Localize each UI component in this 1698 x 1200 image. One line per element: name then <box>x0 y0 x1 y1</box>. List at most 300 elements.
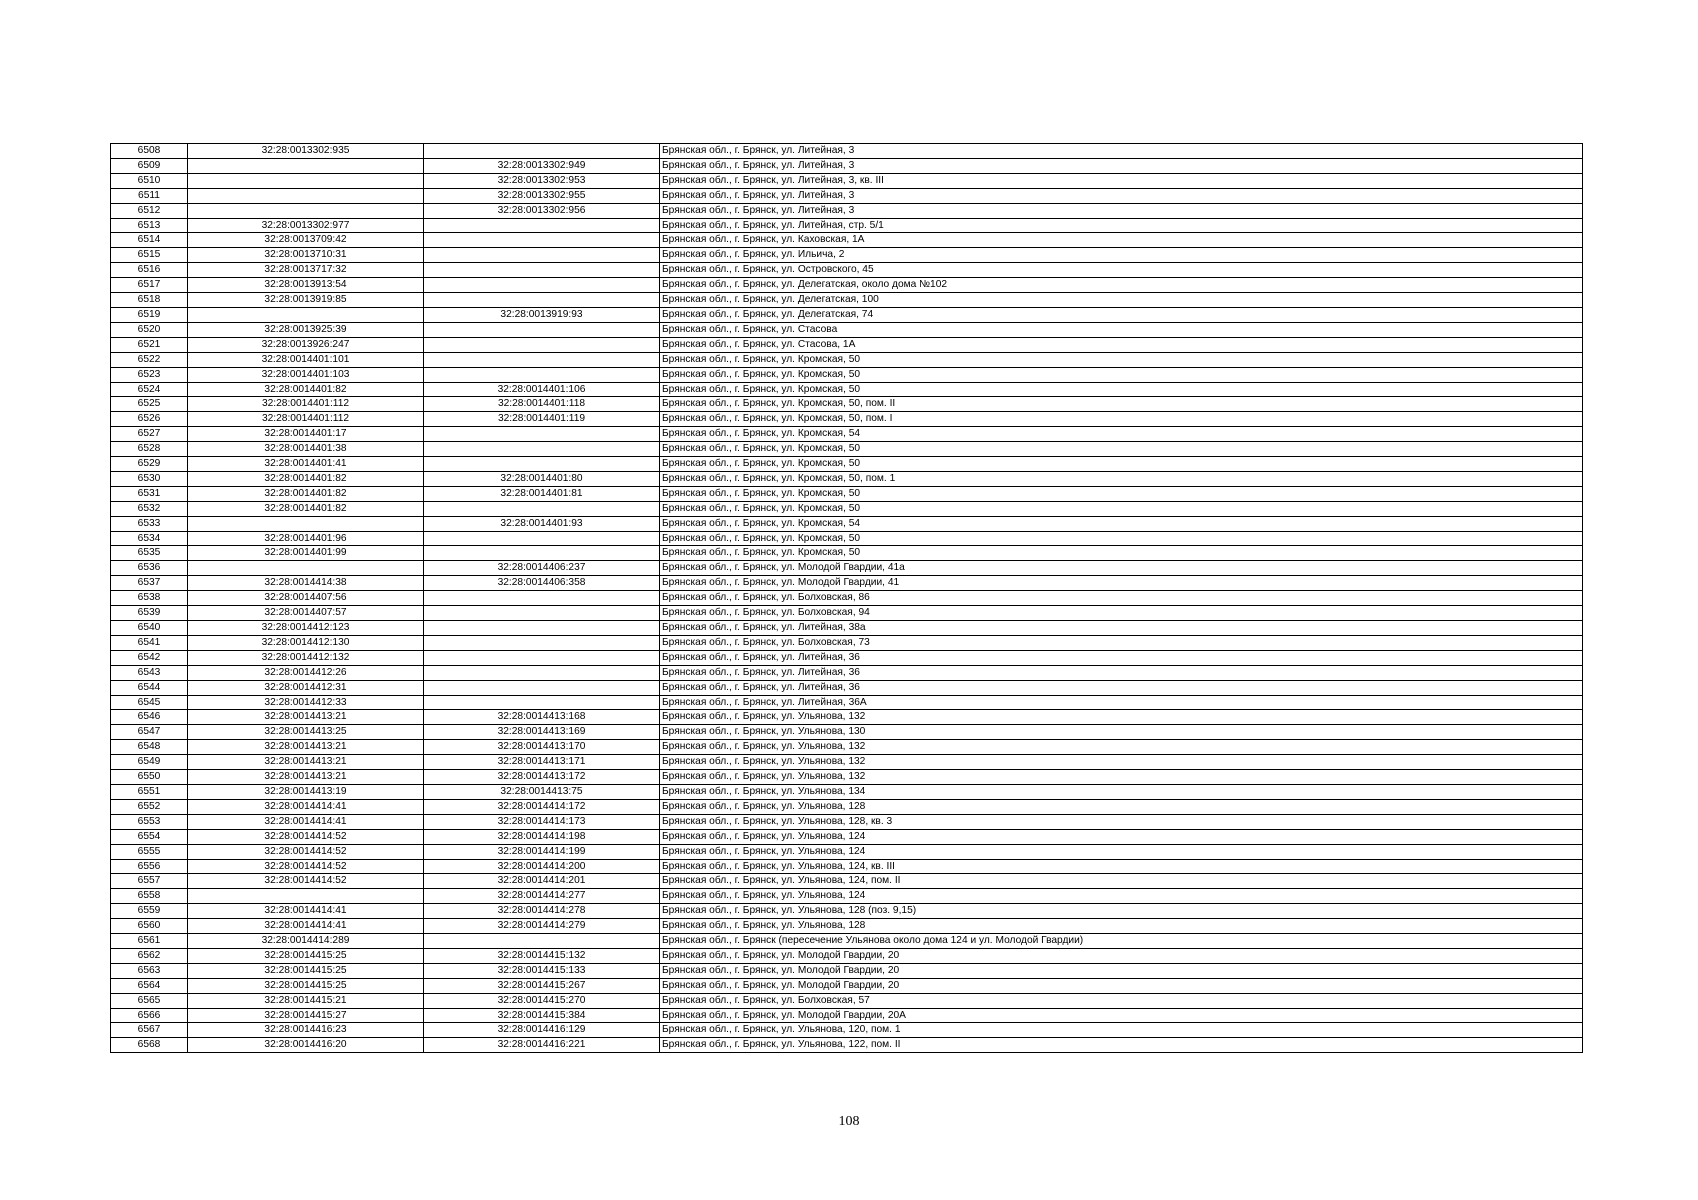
table-row <box>111 725 1583 740</box>
table-row <box>111 635 1583 650</box>
parcel-cadastral-cell: 32:28:0014401:103 <box>188 367 424 382</box>
parcel-cadastral-cell: 32:28:0013709:42 <box>188 233 424 248</box>
row-number-cell: 6512 <box>111 203 188 218</box>
row-number-cell: 6516 <box>111 263 188 278</box>
row-number-cell: 6550 <box>111 770 188 785</box>
row-number-cell: 6556 <box>111 859 188 874</box>
row-number-cell: 6517 <box>111 278 188 293</box>
object-cadastral-cell <box>424 621 660 636</box>
table-row <box>111 471 1583 486</box>
table-row <box>111 963 1583 978</box>
parcel-cadastral-cell: 32:28:0013717:32 <box>188 263 424 278</box>
row-number-cell: 6529 <box>111 457 188 472</box>
table-row <box>111 770 1583 785</box>
object-cadastral-cell: 32:28:0014413:169 <box>424 725 660 740</box>
parcel-cadastral-cell: 32:28:0014414:52 <box>188 874 424 889</box>
object-cadastral-cell <box>424 695 660 710</box>
parcel-cadastral-cell: 32:28:0014414:289 <box>188 934 424 949</box>
address-cell: Брянская обл., г. Брянск, ул. Болховская, 86 <box>660 591 1583 606</box>
object-cadastral-cell: 32:28:0014414:279 <box>424 919 660 934</box>
row-number-cell: 6513 <box>111 218 188 233</box>
address-cell: Брянская обл., г. Брянск, ул. Кромская, 50 <box>660 501 1583 516</box>
table-row <box>111 173 1583 188</box>
address-cell: Брянская обл., г. Брянск, ул. Делегатская, около дома №102 <box>660 278 1583 293</box>
parcel-cadastral-cell: 32:28:0014412:31 <box>188 680 424 695</box>
address-cell: Брянская обл., г. Брянск, ул. Ульянова, 134 <box>660 784 1583 799</box>
address-cell: Брянская обл., г. Брянск, ул. Молодой Гвардии, 20 <box>660 948 1583 963</box>
address-cell: Брянская обл., г. Брянск, ул. Стасова, 1А <box>660 337 1583 352</box>
address-cell: Брянская обл., г. Брянск, ул. Кромская, 50 <box>660 486 1583 501</box>
table-row <box>111 516 1583 531</box>
table-row <box>111 576 1583 591</box>
object-cadastral-cell: 32:28:0014414:277 <box>424 889 660 904</box>
row-number-cell: 6546 <box>111 710 188 725</box>
parcel-cadastral-cell <box>188 188 424 203</box>
address-cell: Брянская обл., г. Брянск, ул. Ульянова, 120, пом. 1 <box>660 1023 1583 1038</box>
address-cell: Брянская обл., г. Брянск, ул. Болховская, 57 <box>660 993 1583 1008</box>
table-row <box>111 755 1583 770</box>
address-cell: Брянская обл., г. Брянск, ул. Ульянова, 132 <box>660 755 1583 770</box>
address-cell: Брянская обл., г. Брянск, ул. Кромская, 50, пом. I <box>660 412 1583 427</box>
address-cell: Брянская обл., г. Брянск, ул. Болховская, 94 <box>660 606 1583 621</box>
table-row <box>111 695 1583 710</box>
object-cadastral-cell <box>424 546 660 561</box>
parcel-cadastral-cell: 32:28:0014413:21 <box>188 710 424 725</box>
object-cadastral-cell: 32:28:0014401:106 <box>424 382 660 397</box>
address-cell: Брянская обл., г. Брянск, ул. Кромская, 50, пом. 1 <box>660 471 1583 486</box>
address-cell: Брянская обл., г. Брянск, ул. Литейная, 38а <box>660 621 1583 636</box>
address-cell: Брянская обл., г. Брянск, ул. Болховская, 73 <box>660 635 1583 650</box>
row-number-cell: 6511 <box>111 188 188 203</box>
parcel-cadastral-cell: 32:28:0014415:25 <box>188 978 424 993</box>
parcel-cadastral-cell <box>188 516 424 531</box>
registry-table <box>110 143 1583 1053</box>
table-row <box>111 621 1583 636</box>
table-row <box>111 158 1583 173</box>
parcel-cadastral-cell: 32:28:0014416:20 <box>188 1038 424 1053</box>
parcel-cadastral-cell: 32:28:0013302:977 <box>188 218 424 233</box>
address-cell: Брянская обл., г. Брянск, ул. Кромская, 50 <box>660 531 1583 546</box>
object-cadastral-cell: 32:28:0014401:81 <box>424 486 660 501</box>
table-row <box>111 874 1583 889</box>
table-row <box>111 948 1583 963</box>
row-number-cell: 6509 <box>111 158 188 173</box>
row-number-cell: 6520 <box>111 322 188 337</box>
address-cell: Брянская обл., г. Брянск, ул. Делегатская, 100 <box>660 293 1583 308</box>
address-cell: Брянская обл., г. Брянск, ул. Молодой Гвардии, 20 <box>660 978 1583 993</box>
address-cell: Брянская обл., г. Брянск, ул. Литейная, стр. 5/1 <box>660 218 1583 233</box>
parcel-cadastral-cell: 32:28:0014412:132 <box>188 650 424 665</box>
object-cadastral-cell: 32:28:0014416:221 <box>424 1038 660 1053</box>
row-number-cell: 6534 <box>111 531 188 546</box>
parcel-cadastral-cell: 32:28:0013926:247 <box>188 337 424 352</box>
row-number-cell: 6566 <box>111 1008 188 1023</box>
address-cell: Брянская обл., г. Брянск, ул. Кромская, 54 <box>660 516 1583 531</box>
object-cadastral-cell <box>424 218 660 233</box>
address-cell: Брянская обл., г. Брянск, ул. Ульянова, 128 (поз. 9,15) <box>660 904 1583 919</box>
table-row <box>111 680 1583 695</box>
row-number-cell: 6522 <box>111 352 188 367</box>
table-row <box>111 740 1583 755</box>
row-number-cell: 6557 <box>111 874 188 889</box>
address-cell: Брянская обл., г. Брянск, ул. Ульянова, 132 <box>660 770 1583 785</box>
address-cell: Брянская обл., г. Брянск, ул. Ульянова, 124 <box>660 844 1583 859</box>
parcel-cadastral-cell: 32:28:0014414:52 <box>188 844 424 859</box>
parcel-cadastral-cell: 32:28:0014401:112 <box>188 412 424 427</box>
row-number-cell: 6537 <box>111 576 188 591</box>
row-number-cell: 6531 <box>111 486 188 501</box>
object-cadastral-cell <box>424 337 660 352</box>
address-cell: Брянская обл., г. Брянск, ул. Ульянова, 132 <box>660 740 1583 755</box>
address-cell: Брянская обл., г. Брянск (пересечение Ульянова около дома 124 и ул. Молодой Гвардии) <box>660 934 1583 949</box>
table-row <box>111 457 1583 472</box>
table-row <box>111 188 1583 203</box>
table-row <box>111 844 1583 859</box>
address-cell: Брянская обл., г. Брянск, ул. Молодой Гвардии, 41 <box>660 576 1583 591</box>
object-cadastral-cell <box>424 680 660 695</box>
row-number-cell: 6558 <box>111 889 188 904</box>
parcel-cadastral-cell: 32:28:0014415:25 <box>188 963 424 978</box>
table-row <box>111 248 1583 263</box>
object-cadastral-cell <box>424 665 660 680</box>
table-row <box>111 144 1583 159</box>
row-number-cell: 6538 <box>111 591 188 606</box>
row-number-cell: 6559 <box>111 904 188 919</box>
address-cell: Брянская обл., г. Брянск, ул. Кромская, 50 <box>660 546 1583 561</box>
row-number-cell: 6521 <box>111 337 188 352</box>
address-cell: Брянская обл., г. Брянск, ул. Ульянова, 124 <box>660 889 1583 904</box>
object-cadastral-cell: 32:28:0014413:168 <box>424 710 660 725</box>
address-cell: Брянская обл., г. Брянск, ул. Кромская, 50 <box>660 382 1583 397</box>
object-cadastral-cell <box>424 442 660 457</box>
row-number-cell: 6514 <box>111 233 188 248</box>
table-row <box>111 307 1583 322</box>
table-row <box>111 561 1583 576</box>
table-row <box>111 531 1583 546</box>
object-cadastral-cell <box>424 591 660 606</box>
address-cell: Брянская обл., г. Брянск, ул. Литейная, 3 <box>660 158 1583 173</box>
row-number-cell: 6565 <box>111 993 188 1008</box>
parcel-cadastral-cell: 32:28:0014401:41 <box>188 457 424 472</box>
address-cell: Брянская обл., г. Брянск, ул. Молодой Гвардии, 41а <box>660 561 1583 576</box>
table-row <box>111 665 1583 680</box>
table-row <box>111 859 1583 874</box>
row-number-cell: 6518 <box>111 293 188 308</box>
object-cadastral-cell <box>424 144 660 159</box>
address-cell: Брянская обл., г. Брянск, ул. Островского, 45 <box>660 263 1583 278</box>
row-number-cell: 6508 <box>111 144 188 159</box>
table-row <box>111 591 1583 606</box>
row-number-cell: 6548 <box>111 740 188 755</box>
parcel-cadastral-cell: 32:28:0014401:82 <box>188 501 424 516</box>
row-number-cell: 6563 <box>111 963 188 978</box>
address-cell: Брянская обл., г. Брянск, ул. Литейная, 36А <box>660 695 1583 710</box>
object-cadastral-cell <box>424 501 660 516</box>
parcel-cadastral-cell: 32:28:0014401:112 <box>188 397 424 412</box>
table-row <box>111 278 1583 293</box>
address-cell: Брянская обл., г. Брянск, ул. Ильича, 2 <box>660 248 1583 263</box>
parcel-cadastral-cell: 32:28:0014415:25 <box>188 948 424 963</box>
address-cell: Брянская обл., г. Брянск, ул. Молодой Гвардии, 20 <box>660 963 1583 978</box>
table-row <box>111 904 1583 919</box>
parcel-cadastral-cell: 32:28:0014415:21 <box>188 993 424 1008</box>
parcel-cadastral-cell: 32:28:0014401:38 <box>188 442 424 457</box>
object-cadastral-cell <box>424 322 660 337</box>
row-number-cell: 6555 <box>111 844 188 859</box>
address-cell: Брянская обл., г. Брянск, ул. Ульянова, 128 <box>660 799 1583 814</box>
table-row <box>111 233 1583 248</box>
object-cadastral-cell: 32:28:0013302:956 <box>424 203 660 218</box>
row-number-cell: 6532 <box>111 501 188 516</box>
table-row <box>111 367 1583 382</box>
object-cadastral-cell <box>424 427 660 442</box>
object-cadastral-cell: 32:28:0014415:132 <box>424 948 660 963</box>
table-row <box>111 382 1583 397</box>
table-row <box>111 934 1583 949</box>
table-row <box>111 546 1583 561</box>
object-cadastral-cell: 32:28:0014413:172 <box>424 770 660 785</box>
object-cadastral-cell: 32:28:0014401:118 <box>424 397 660 412</box>
object-cadastral-cell <box>424 367 660 382</box>
table-row <box>111 322 1583 337</box>
address-cell: Брянская обл., г. Брянск, ул. Ульянова, 124 <box>660 829 1583 844</box>
table-row <box>111 412 1583 427</box>
table-row <box>111 263 1583 278</box>
object-cadastral-cell: 32:28:0014414:173 <box>424 814 660 829</box>
row-number-cell: 6547 <box>111 725 188 740</box>
table-row <box>111 919 1583 934</box>
parcel-cadastral-cell <box>188 203 424 218</box>
parcel-cadastral-cell: 32:28:0014413:19 <box>188 784 424 799</box>
parcel-cadastral-cell: 32:28:0014415:27 <box>188 1008 424 1023</box>
object-cadastral-cell: 32:28:0014416:129 <box>424 1023 660 1038</box>
row-number-cell: 6551 <box>111 784 188 799</box>
row-number-cell: 6515 <box>111 248 188 263</box>
address-cell: Брянская обл., г. Брянск, ул. Кромская, 50 <box>660 352 1583 367</box>
table-row <box>111 1038 1583 1053</box>
object-cadastral-cell: 32:28:0014414:201 <box>424 874 660 889</box>
row-number-cell: 6528 <box>111 442 188 457</box>
object-cadastral-cell: 32:28:0014415:384 <box>424 1008 660 1023</box>
object-cadastral-cell: 32:28:0014414:198 <box>424 829 660 844</box>
row-number-cell: 6540 <box>111 621 188 636</box>
object-cadastral-cell: 32:28:0014413:171 <box>424 755 660 770</box>
row-number-cell: 6539 <box>111 606 188 621</box>
object-cadastral-cell: 32:28:0014413:75 <box>424 784 660 799</box>
parcel-cadastral-cell: 32:28:0013925:39 <box>188 322 424 337</box>
row-number-cell: 6523 <box>111 367 188 382</box>
parcel-cadastral-cell: 32:28:0014414:38 <box>188 576 424 591</box>
parcel-cadastral-cell: 32:28:0013913:54 <box>188 278 424 293</box>
table-row <box>111 814 1583 829</box>
parcel-cadastral-cell: 32:28:0014414:41 <box>188 904 424 919</box>
row-number-cell: 6545 <box>111 695 188 710</box>
parcel-cadastral-cell: 32:28:0014407:57 <box>188 606 424 621</box>
object-cadastral-cell: 32:28:0014406:237 <box>424 561 660 576</box>
parcel-cadastral-cell: 32:28:0014412:130 <box>188 635 424 650</box>
object-cadastral-cell <box>424 650 660 665</box>
object-cadastral-cell <box>424 278 660 293</box>
address-cell: Брянская обл., г. Брянск, ул. Кромская, 54 <box>660 427 1583 442</box>
table-row <box>111 203 1583 218</box>
registry-table-body <box>111 144 1583 1053</box>
row-number-cell: 6536 <box>111 561 188 576</box>
object-cadastral-cell: 32:28:0014415:270 <box>424 993 660 1008</box>
parcel-cadastral-cell: 32:28:0014401:99 <box>188 546 424 561</box>
parcel-cadastral-cell: 32:28:0013919:85 <box>188 293 424 308</box>
address-cell: Брянская обл., г. Брянск, ул. Литейная, 36 <box>660 665 1583 680</box>
object-cadastral-cell: 32:28:0014401:93 <box>424 516 660 531</box>
address-cell: Брянская обл., г. Брянск, ул. Ульянова, 130 <box>660 725 1583 740</box>
row-number-cell: 6524 <box>111 382 188 397</box>
parcel-cadastral-cell: 32:28:0014413:25 <box>188 725 424 740</box>
object-cadastral-cell: 32:28:0013302:955 <box>424 188 660 203</box>
object-cadastral-cell: 32:28:0013302:953 <box>424 173 660 188</box>
object-cadastral-cell: 32:28:0013302:949 <box>424 158 660 173</box>
object-cadastral-cell <box>424 934 660 949</box>
object-cadastral-cell: 32:28:0014414:200 <box>424 859 660 874</box>
parcel-cadastral-cell: 32:28:0014414:52 <box>188 829 424 844</box>
address-cell: Брянская обл., г. Брянск, ул. Кромская, 50, пом. II <box>660 397 1583 412</box>
parcel-cadastral-cell: 32:28:0014413:21 <box>188 770 424 785</box>
row-number-cell: 6530 <box>111 471 188 486</box>
row-number-cell: 6568 <box>111 1038 188 1053</box>
parcel-cadastral-cell: 32:28:0014414:41 <box>188 919 424 934</box>
parcel-cadastral-cell: 32:28:0014414:52 <box>188 859 424 874</box>
parcel-cadastral-cell: 32:28:0014413:21 <box>188 755 424 770</box>
address-cell: Брянская обл., г. Брянск, ул. Стасова <box>660 322 1583 337</box>
table-row <box>111 337 1583 352</box>
object-cadastral-cell <box>424 531 660 546</box>
parcel-cadastral-cell: 32:28:0014401:82 <box>188 382 424 397</box>
parcel-cadastral-cell: 32:28:0014414:41 <box>188 814 424 829</box>
address-cell: Брянская обл., г. Брянск, ул. Каховская, 1А <box>660 233 1583 248</box>
parcel-cadastral-cell: 32:28:0014401:17 <box>188 427 424 442</box>
object-cadastral-cell <box>424 263 660 278</box>
table-row <box>111 993 1583 1008</box>
object-cadastral-cell <box>424 635 660 650</box>
address-cell: Брянская обл., г. Брянск, ул. Кромская, 50 <box>660 442 1583 457</box>
table-row <box>111 799 1583 814</box>
table-row <box>111 218 1583 233</box>
row-number-cell: 6554 <box>111 829 188 844</box>
object-cadastral-cell: 32:28:0013919:93 <box>424 307 660 322</box>
object-cadastral-cell: 32:28:0014415:133 <box>424 963 660 978</box>
address-cell: Брянская обл., г. Брянск, ул. Ульянова, 128 <box>660 919 1583 934</box>
row-number-cell: 6542 <box>111 650 188 665</box>
row-number-cell: 6562 <box>111 948 188 963</box>
row-number-cell: 6519 <box>111 307 188 322</box>
row-number-cell: 6549 <box>111 755 188 770</box>
object-cadastral-cell <box>424 248 660 263</box>
table-row <box>111 1023 1583 1038</box>
table-row <box>111 710 1583 725</box>
table-row <box>111 501 1583 516</box>
object-cadastral-cell <box>424 293 660 308</box>
parcel-cadastral-cell: 32:28:0014413:21 <box>188 740 424 755</box>
row-number-cell: 6567 <box>111 1023 188 1038</box>
table-row <box>111 829 1583 844</box>
parcel-cadastral-cell: 32:28:0014401:82 <box>188 486 424 501</box>
object-cadastral-cell <box>424 233 660 248</box>
object-cadastral-cell: 32:28:0014415:267 <box>424 978 660 993</box>
parcel-cadastral-cell: 32:28:0014412:123 <box>188 621 424 636</box>
row-number-cell: 6527 <box>111 427 188 442</box>
object-cadastral-cell: 32:28:0014414:172 <box>424 799 660 814</box>
parcel-cadastral-cell <box>188 307 424 322</box>
table-row <box>111 442 1583 457</box>
table-row <box>111 889 1583 904</box>
address-cell: Брянская обл., г. Брянск, ул. Ульянова, 122, пом. II <box>660 1038 1583 1053</box>
address-cell: Брянская обл., г. Брянск, ул. Кромская, 50 <box>660 367 1583 382</box>
row-number-cell: 6564 <box>111 978 188 993</box>
table-row <box>111 427 1583 442</box>
object-cadastral-cell <box>424 457 660 472</box>
row-number-cell: 6543 <box>111 665 188 680</box>
parcel-cadastral-cell: 32:28:0014416:23 <box>188 1023 424 1038</box>
object-cadastral-cell: 32:28:0014401:119 <box>424 412 660 427</box>
object-cadastral-cell: 32:28:0014406:358 <box>424 576 660 591</box>
parcel-cadastral-cell: 32:28:0014401:82 <box>188 471 424 486</box>
object-cadastral-cell <box>424 352 660 367</box>
table-row <box>111 352 1583 367</box>
row-number-cell: 6544 <box>111 680 188 695</box>
address-cell: Брянская обл., г. Брянск, ул. Литейная, 3 <box>660 203 1583 218</box>
parcel-cadastral-cell: 32:28:0014401:101 <box>188 352 424 367</box>
address-cell: Брянская обл., г. Брянск, ул. Делегатская, 74 <box>660 307 1583 322</box>
address-cell: Брянская обл., г. Брянск, ул. Ульянова, 128, кв. 3 <box>660 814 1583 829</box>
row-number-cell: 6510 <box>111 173 188 188</box>
address-cell: Брянская обл., г. Брянск, ул. Литейная, 3 <box>660 144 1583 159</box>
address-cell: Брянская обл., г. Брянск, ул. Ульянова, 124, пом. II <box>660 874 1583 889</box>
row-number-cell: 6526 <box>111 412 188 427</box>
table-row <box>111 1008 1583 1023</box>
parcel-cadastral-cell <box>188 561 424 576</box>
object-cadastral-cell <box>424 606 660 621</box>
parcel-cadastral-cell: 32:28:0014401:96 <box>188 531 424 546</box>
object-cadastral-cell: 32:28:0014401:80 <box>424 471 660 486</box>
page-number: 108 <box>838 1114 860 1129</box>
row-number-cell: 6560 <box>111 919 188 934</box>
row-number-cell: 6525 <box>111 397 188 412</box>
address-cell: Брянская обл., г. Брянск, ул. Ульянова, 132 <box>660 710 1583 725</box>
parcel-cadastral-cell: 32:28:0014412:33 <box>188 695 424 710</box>
table-row <box>111 293 1583 308</box>
address-cell: Брянская обл., г. Брянск, ул. Молодой Гвардии, 20А <box>660 1008 1583 1023</box>
address-cell: Брянская обл., г. Брянск, ул. Ульянова, 124, кв. III <box>660 859 1583 874</box>
table-row <box>111 606 1583 621</box>
object-cadastral-cell: 32:28:0014414:278 <box>424 904 660 919</box>
row-number-cell: 6533 <box>111 516 188 531</box>
row-number-cell: 6535 <box>111 546 188 561</box>
parcel-cadastral-cell <box>188 889 424 904</box>
parcel-cadastral-cell: 32:28:0014412:26 <box>188 665 424 680</box>
table-row <box>111 397 1583 412</box>
object-cadastral-cell: 32:28:0014414:199 <box>424 844 660 859</box>
table-row <box>111 784 1583 799</box>
parcel-cadastral-cell: 32:28:0014414:41 <box>188 799 424 814</box>
parcel-cadastral-cell: 32:28:0013302:935 <box>188 144 424 159</box>
table-row <box>111 978 1583 993</box>
table-row <box>111 650 1583 665</box>
row-number-cell: 6561 <box>111 934 188 949</box>
row-number-cell: 6552 <box>111 799 188 814</box>
parcel-cadastral-cell: 32:28:0014407:56 <box>188 591 424 606</box>
parcel-cadastral-cell <box>188 173 424 188</box>
object-cadastral-cell: 32:28:0014413:170 <box>424 740 660 755</box>
parcel-cadastral-cell <box>188 158 424 173</box>
address-cell: Брянская обл., г. Брянск, ул. Кромская, 50 <box>660 457 1583 472</box>
